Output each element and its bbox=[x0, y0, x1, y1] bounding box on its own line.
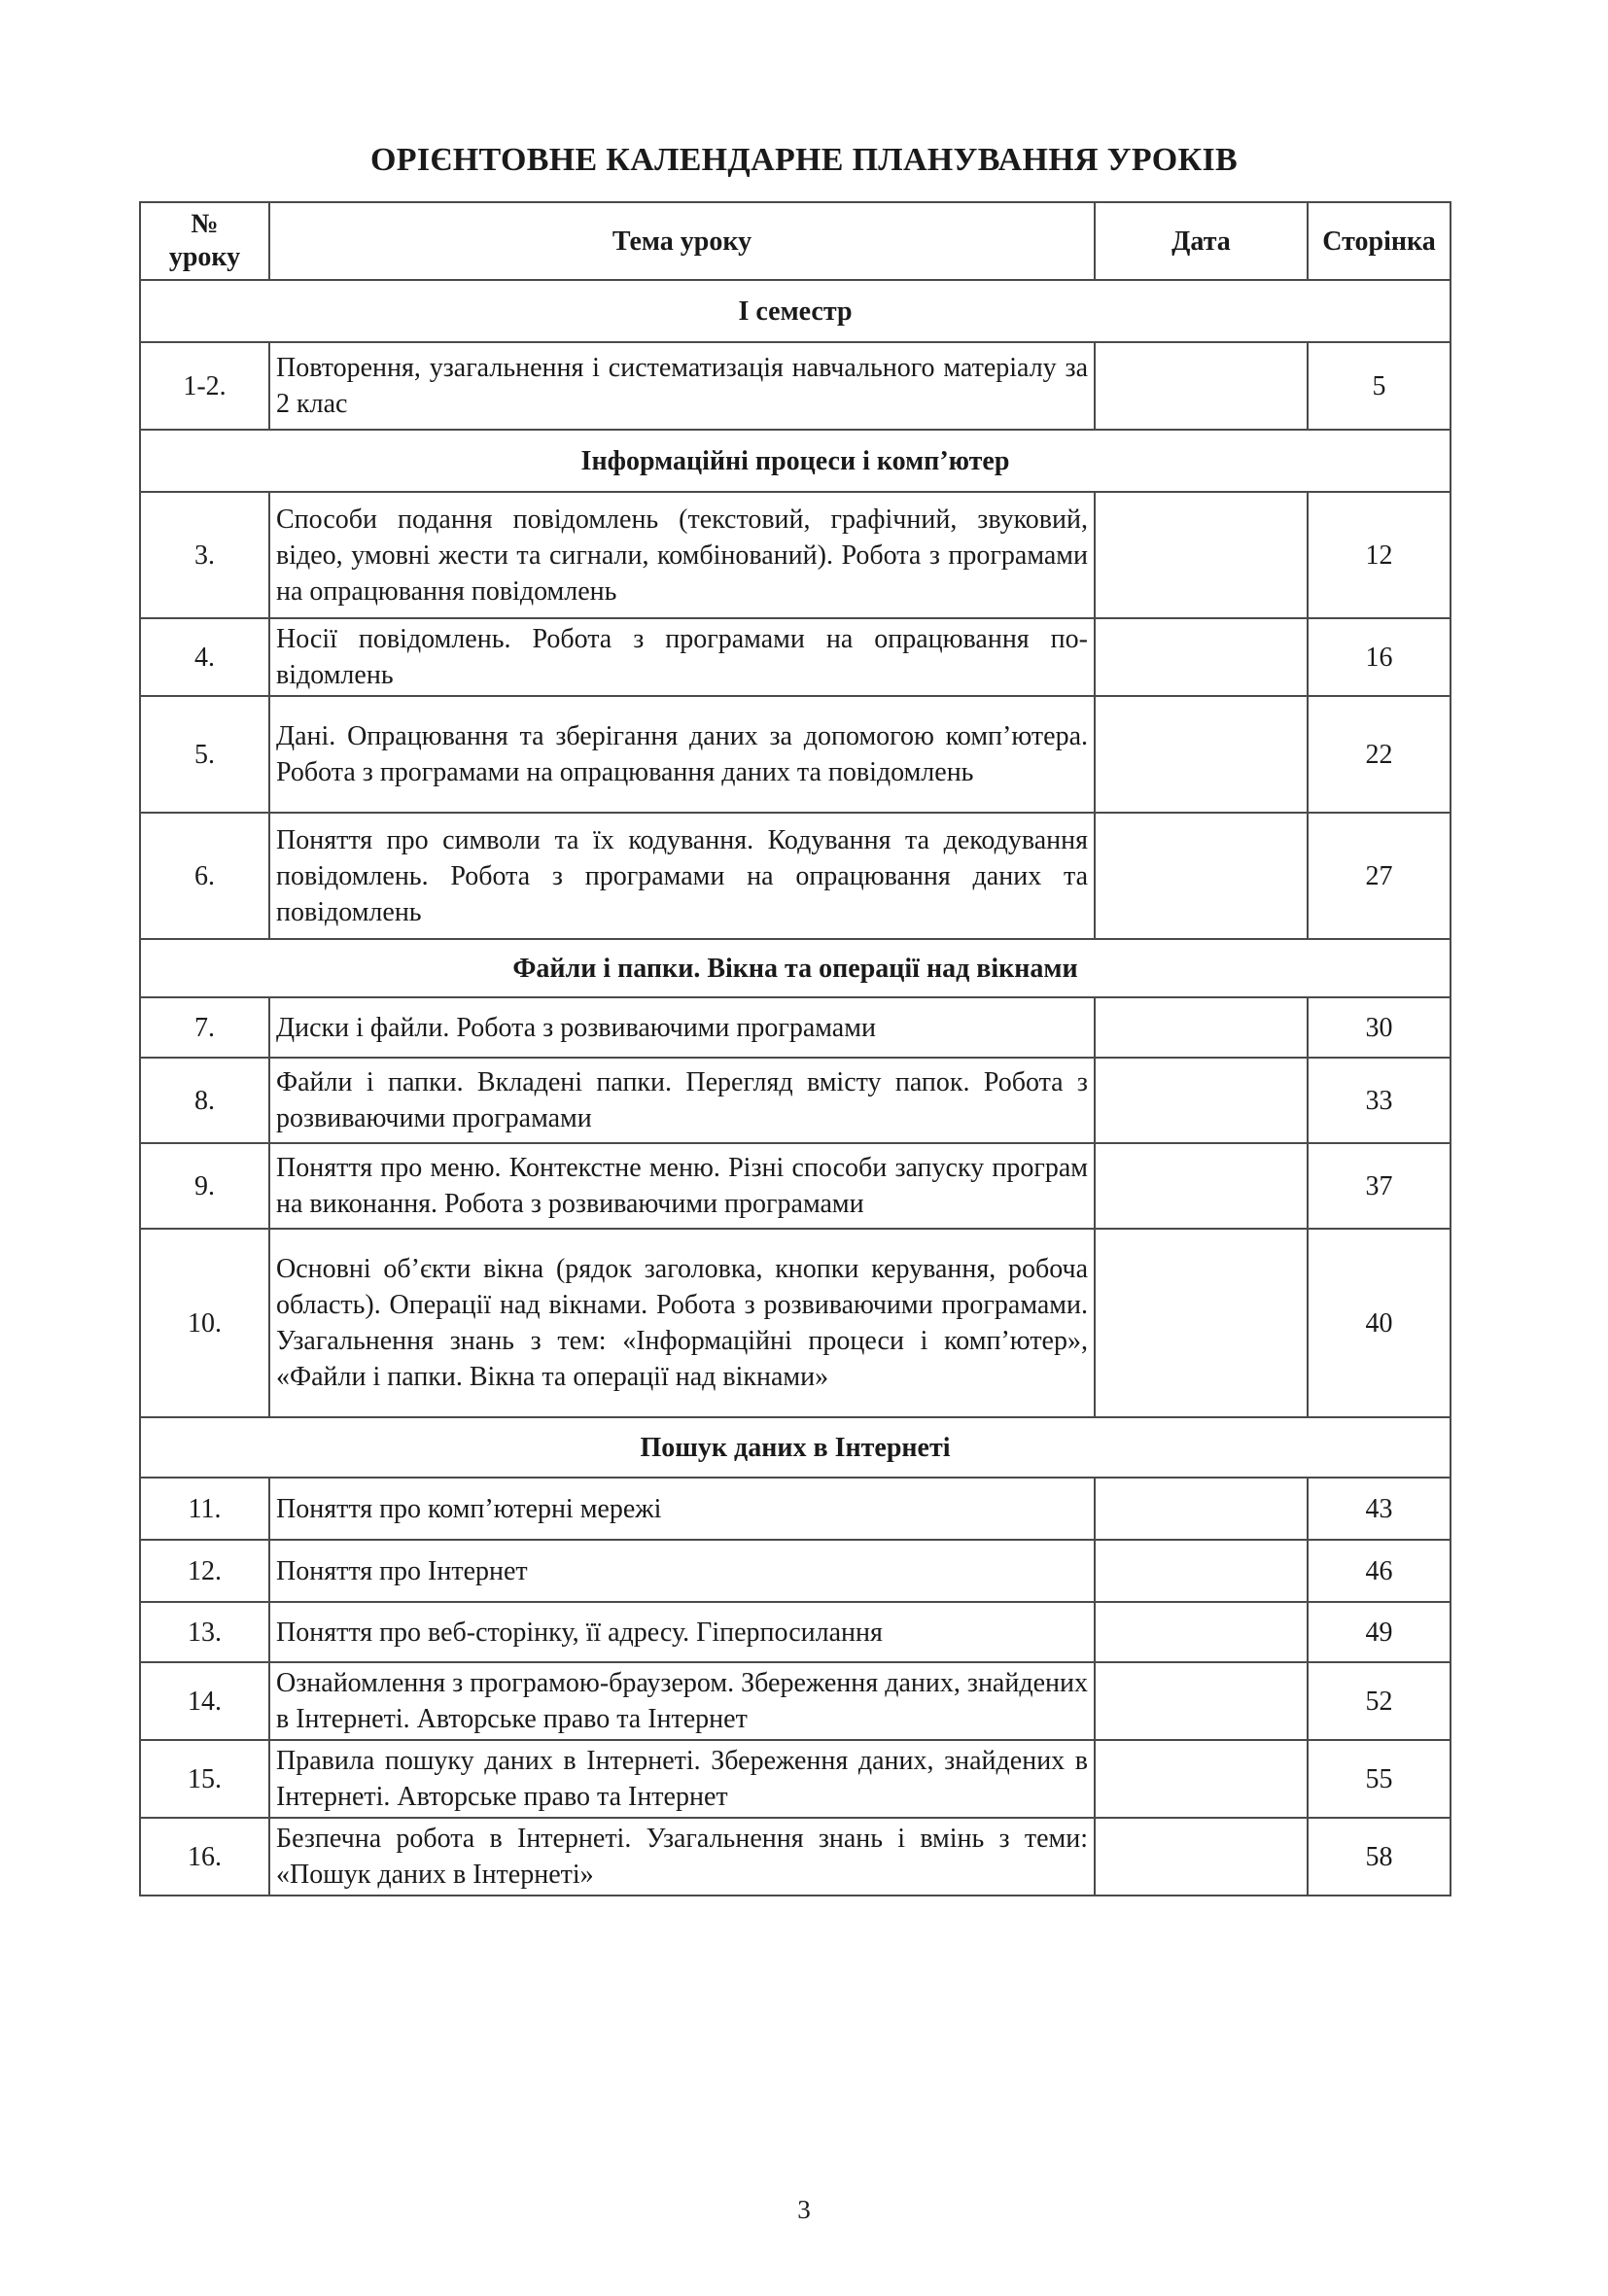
lesson-topic: Поняття про Інтернет bbox=[269, 1540, 1095, 1602]
section-title: Файли і папки. Вікна та операції над вікнами bbox=[140, 939, 1451, 997]
section-row bbox=[140, 939, 1451, 997]
lesson-topic: Поняття про символи та їх кодування. Кодування та декодування повідомлень. Робота з програмами на опрацювання даних та повідомлень bbox=[269, 813, 1095, 939]
lesson-topic: Ознайомлення з програмою-браузером. Збереження даних, знайдених в Інтернеті. Авторське право та Інтернет bbox=[269, 1662, 1095, 1740]
table-row bbox=[140, 1058, 1451, 1143]
lesson-topic: Носії повідомлень. Робота з програмами на опрацювання повідомлень bbox=[269, 618, 1095, 696]
lesson-topic: Файли і папки. Вкладені папки. Перегляд вмісту папок. Робота з розвиваючими програмами bbox=[269, 1058, 1095, 1143]
lesson-number: 4. bbox=[140, 618, 269, 696]
lesson-number: 11. bbox=[140, 1478, 269, 1540]
lesson-page: 49 bbox=[1308, 1602, 1451, 1662]
lesson-number: 3. bbox=[140, 492, 269, 618]
lesson-date bbox=[1095, 696, 1308, 813]
lesson-number: 15. bbox=[140, 1740, 269, 1818]
lesson-number: 13. bbox=[140, 1602, 269, 1662]
page-title: ОРІЄНТОВНЕ КАЛЕНДАРНЕ ПЛАНУВАННЯ УРОКІВ bbox=[370, 142, 1238, 178]
lesson-page: 5 bbox=[1308, 342, 1451, 430]
table-row bbox=[140, 1540, 1451, 1602]
page-number: 3 bbox=[797, 2195, 811, 2224]
lesson-date bbox=[1095, 1540, 1308, 1602]
lesson-page: 40 bbox=[1308, 1229, 1451, 1417]
lesson-page: 55 bbox=[1308, 1740, 1451, 1818]
table-row bbox=[140, 1229, 1451, 1417]
section-row bbox=[140, 1417, 1451, 1478]
lesson-date bbox=[1095, 1818, 1308, 1896]
section-row bbox=[140, 430, 1451, 492]
section-row bbox=[140, 280, 1451, 342]
table-row bbox=[140, 1818, 1451, 1896]
lesson-date bbox=[1095, 1478, 1308, 1540]
lesson-date bbox=[1095, 492, 1308, 618]
lesson-number: 9. bbox=[140, 1143, 269, 1229]
lesson-date bbox=[1095, 1740, 1308, 1818]
table-row bbox=[140, 1478, 1451, 1540]
lesson-topic: Поняття про меню. Контекстне меню. Різні способи запуску програм на виконання. Робота з розвиваючими програмами bbox=[269, 1143, 1095, 1229]
table-row bbox=[140, 492, 1451, 618]
lesson-number: 6. bbox=[140, 813, 269, 939]
header-number-line2: уроку bbox=[168, 242, 241, 272]
lesson-date bbox=[1095, 342, 1308, 430]
header-number bbox=[140, 202, 269, 280]
lesson-page: 16 bbox=[1308, 618, 1451, 696]
section-title: І семестр bbox=[140, 280, 1451, 342]
table-row bbox=[140, 1662, 1451, 1740]
table-row bbox=[140, 696, 1451, 813]
lesson-page: 52 bbox=[1308, 1662, 1451, 1740]
header-topic: Тема уроку bbox=[269, 202, 1095, 280]
lesson-number: 8. bbox=[140, 1058, 269, 1143]
lesson-page: 46 bbox=[1308, 1540, 1451, 1602]
lesson-page: 43 bbox=[1308, 1478, 1451, 1540]
lesson-topic: Поняття про веб-сторінку, її адресу. Гіперпосилання bbox=[269, 1602, 1095, 1662]
table-row bbox=[140, 997, 1451, 1058]
lesson-topic: Правила пошуку даних в Інтернеті. Збереження даних, знайдених в Інтернеті. Авторське право та Інтернет bbox=[269, 1740, 1095, 1818]
lesson-date bbox=[1095, 1143, 1308, 1229]
lesson-number: 14. bbox=[140, 1662, 269, 1740]
lesson-number: 7. bbox=[140, 997, 269, 1058]
lesson-topic: Безпечна робота в Інтернеті. Узагальнення знань і вмінь з теми: «Пошук даних в Інтернеті» bbox=[269, 1818, 1095, 1896]
lesson-number: 5. bbox=[140, 696, 269, 813]
lesson-date bbox=[1095, 997, 1308, 1058]
lesson-page: 33 bbox=[1308, 1058, 1451, 1143]
table-row bbox=[140, 1740, 1451, 1818]
lesson-page: 27 bbox=[1308, 813, 1451, 939]
table-row bbox=[140, 813, 1451, 939]
lesson-page: 12 bbox=[1308, 492, 1451, 618]
lesson-topic: Повторення, узагальнення і систематизація навчального матеріалу за 2 клас bbox=[269, 342, 1095, 430]
lesson-page: 37 bbox=[1308, 1143, 1451, 1229]
lesson-topic: Основні об’єкти вікна (рядок заголовка, кнопки керування, робоча область). Операції над вікнами. Робота з розвиваючими програмами. Узагальнення знань з тем: «Інформаційні процеси і комп’ютер», «Файли і папки. Вікна та операції над вікнами» bbox=[269, 1229, 1095, 1417]
lesson-date bbox=[1095, 1662, 1308, 1740]
lesson-date bbox=[1095, 1229, 1308, 1417]
lesson-plan-table bbox=[139, 201, 1451, 1896]
header-number-line1: № bbox=[191, 209, 219, 239]
table-row bbox=[140, 1602, 1451, 1662]
table-row bbox=[140, 342, 1451, 430]
section-title: Інформаційні процеси і комп’ютер bbox=[140, 430, 1451, 492]
lesson-number: 12. bbox=[140, 1540, 269, 1602]
lesson-number: 1-2. bbox=[140, 342, 269, 430]
lesson-topic: Диски і файли. Робота з розвиваючими програмами bbox=[269, 997, 1095, 1058]
lesson-page: 22 bbox=[1308, 696, 1451, 813]
header-page: Сторінка bbox=[1308, 202, 1451, 280]
table-row bbox=[140, 618, 1451, 696]
lesson-topic: Способи подання повідомлень (текстовий, графічний, звуковий, відео, умовні жести та сигнали, комбінований). Робота з програмами на опрацювання повідомлень bbox=[269, 492, 1095, 618]
lesson-number: 10. bbox=[140, 1229, 269, 1417]
lesson-date bbox=[1095, 813, 1308, 939]
lesson-date bbox=[1095, 1058, 1308, 1143]
lesson-date bbox=[1095, 1602, 1308, 1662]
lesson-date bbox=[1095, 618, 1308, 696]
lesson-topic: Дані. Опрацювання та зберігання даних за допомогою комп’ютера. Робота з програмами на опрацювання даних та повідомлень bbox=[269, 696, 1095, 813]
lesson-topic: Поняття про комп’ютерні мережі bbox=[269, 1478, 1095, 1540]
table-row bbox=[140, 1143, 1451, 1229]
lesson-number: 16. bbox=[140, 1818, 269, 1896]
section-title: Пошук даних в Інтернеті bbox=[140, 1417, 1451, 1478]
table-header-row bbox=[140, 202, 1451, 280]
lesson-page: 58 bbox=[1308, 1818, 1451, 1896]
lesson-page: 30 bbox=[1308, 997, 1451, 1058]
header-date: Дата bbox=[1095, 202, 1308, 280]
